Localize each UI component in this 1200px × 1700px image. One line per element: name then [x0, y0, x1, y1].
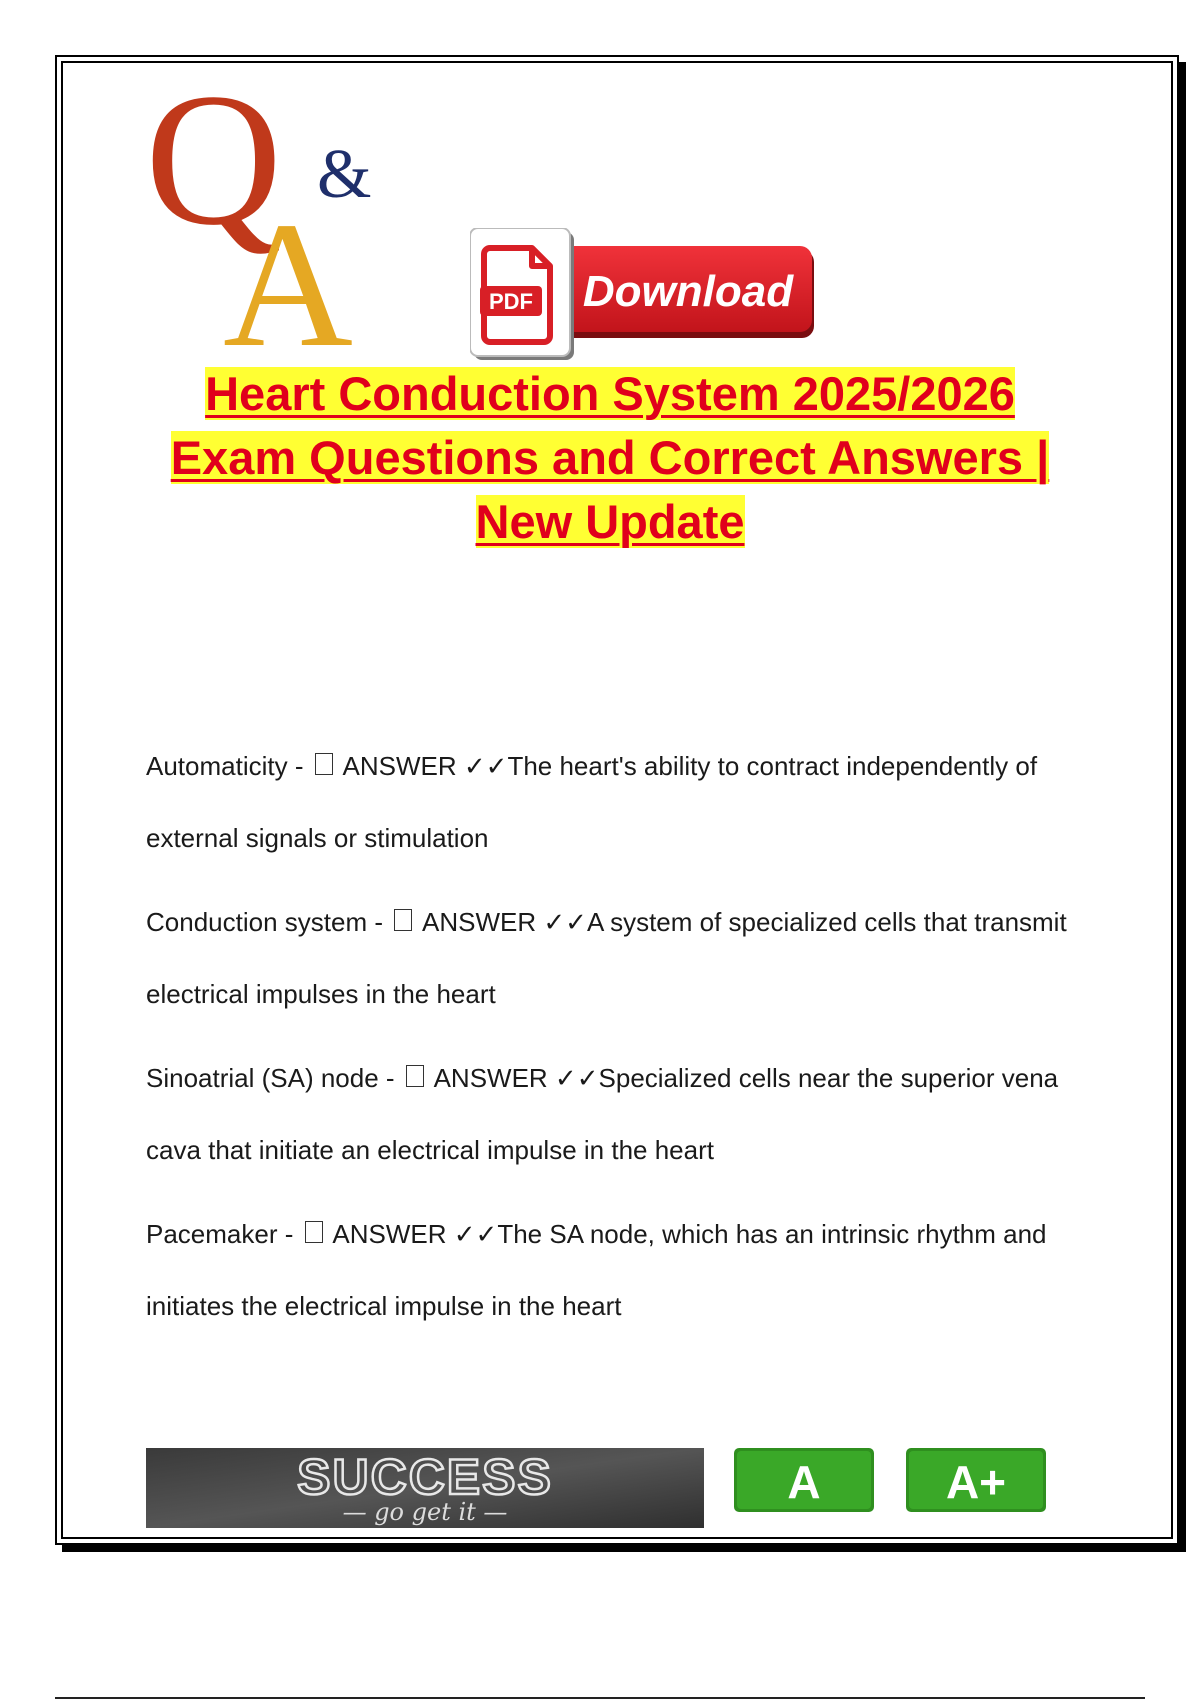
- document-title: [150, 362, 1070, 554]
- pdf-label: PDF: [489, 289, 533, 314]
- qa-term: Conduction system: [146, 907, 368, 937]
- unknown-glyph-icon: [406, 1065, 424, 1087]
- unknown-glyph-icon: [305, 1221, 323, 1243]
- qa-term: Automaticity: [146, 751, 288, 781]
- title-line-2: Exam Questions and Correct Answers |: [170, 431, 1050, 484]
- logo-ampersand: &: [317, 136, 372, 213]
- grade-a-badge: [734, 1448, 874, 1512]
- qa-answer: The heart's ability to contract independently of external signals or stimulation: [146, 751, 1038, 853]
- qa-item: Conduction system - ANSWER ✓✓A system of specialized cells that transmit electrical impulses in the heart: [146, 907, 1067, 1009]
- logo-a-letter: A: [223, 185, 353, 360]
- logo-q-letter: Q: [145, 75, 283, 265]
- grade-a-label: A: [787, 1456, 821, 1508]
- unknown-glyph-icon: [394, 909, 412, 931]
- qa-answer-prefix: ANSWER ✓✓: [332, 1219, 498, 1249]
- qa-answer-prefix: ANSWER ✓✓: [422, 907, 587, 937]
- success-chalkboard-banner: [146, 1448, 704, 1528]
- qa-list: [146, 730, 1106, 1354]
- download-pdf-badge[interactable]: [470, 228, 830, 363]
- qa-term: Pacemaker: [146, 1219, 278, 1249]
- qa-item: Pacemaker - ANSWER ✓✓The SA node, which has an intrinsic rhythm and initiates the electrical impulse in the heart: [146, 1219, 1047, 1321]
- qa-answer-prefix: ANSWER ✓✓: [342, 751, 508, 781]
- grade-a-plus-badge: [906, 1448, 1046, 1512]
- success-subtext: — go get it —: [342, 1498, 508, 1526]
- success-text: SUCCESS: [297, 1449, 553, 1505]
- qa-item: Automaticity - ANSWER ✓✓The heart's ability to contract independently of external signals or stimulation: [146, 751, 1038, 853]
- download-label: Download: [582, 267, 794, 316]
- qa-answer: The SA node, which has an intrinsic rhythm and initiates the electrical impulse in the heart: [146, 1219, 1047, 1321]
- grade-a-plus-label: A+: [945, 1456, 1007, 1508]
- qa-answer: Specialized cells near the superior vena cava that initiate an electrical impulse in the heart: [146, 1063, 1059, 1165]
- qa-term: Sinoatrial (SA) node: [146, 1063, 379, 1093]
- footer-rule: [55, 1697, 1145, 1699]
- footer-badges: [146, 1448, 1056, 1528]
- qa-answer: A system of specialized cells that transmit electrical impulses in the heart: [146, 907, 1067, 1009]
- unknown-glyph-icon: [315, 753, 333, 775]
- qa-answer-prefix: ANSWER ✓✓: [433, 1063, 599, 1093]
- qa-logo: [145, 75, 445, 360]
- title-line-1: Heart Conduction System 2025/2026: [205, 367, 1015, 420]
- title-line-3: New Update: [475, 495, 745, 548]
- qa-item: Sinoatrial (SA) node - ANSWER ✓✓Specialized cells near the superior vena cava that initiate an electrical impulse in the heart: [146, 1063, 1059, 1165]
